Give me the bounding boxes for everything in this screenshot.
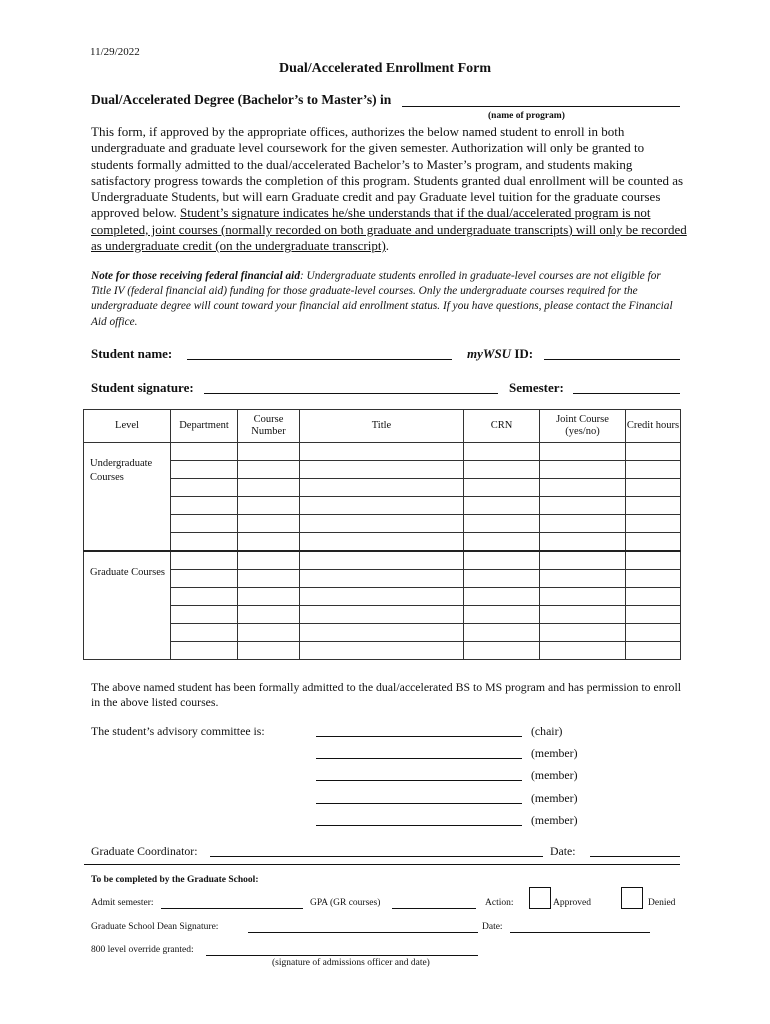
course-number-cell[interactable] [238, 551, 300, 570]
coordinator-date-label: Date: [550, 844, 576, 858]
form-title: Dual/Accelerated Enrollment Form [278, 61, 492, 76]
credit-hours-cell[interactable] [626, 461, 681, 479]
committee-chair-field[interactable] [316, 736, 522, 737]
department-cell[interactable] [171, 606, 238, 624]
joint-course-cell[interactable] [540, 588, 626, 606]
table-row [84, 479, 681, 497]
crn-cell[interactable] [464, 533, 540, 552]
credit-hours-cell[interactable] [626, 642, 681, 660]
crn-cell[interactable] [464, 443, 540, 461]
joint-course-cell[interactable] [540, 479, 626, 497]
student-signature-field[interactable] [204, 393, 498, 394]
course-number-cell[interactable] [238, 642, 300, 660]
coordinator-signature-field[interactable] [210, 856, 543, 857]
student-id-label [467, 346, 533, 362]
program-name-note: (name of program) [488, 111, 565, 121]
crn-cell[interactable] [464, 461, 540, 479]
table-row [84, 570, 681, 588]
table-row [84, 533, 681, 552]
title-cell[interactable] [300, 479, 464, 497]
crn-cell[interactable] [464, 588, 540, 606]
title-cell[interactable] [300, 624, 464, 642]
joint-course-cell[interactable] [540, 570, 626, 588]
title-cell[interactable] [300, 443, 464, 461]
table-row [84, 642, 681, 660]
student-signature-label: Student signature: [91, 380, 194, 395]
joint-course-cell[interactable] [540, 461, 626, 479]
undergraduate-courses-label: Undergraduate Courses [84, 443, 171, 552]
joint-course-cell[interactable] [540, 515, 626, 533]
table-row [84, 515, 681, 533]
id-label-rest: ID: [511, 346, 534, 361]
department-cell[interactable] [171, 533, 238, 552]
role-chair: (chair) [531, 724, 563, 738]
admission-statement: The above named student has been formally admitted to the dual/accelerated BS to MS program and has permission to enroll in the above listed courses. [91, 680, 682, 709]
crn-cell[interactable] [464, 497, 540, 515]
department-cell[interactable] [171, 497, 238, 515]
dean-signature-field[interactable] [248, 932, 478, 933]
credit-hours-cell[interactable] [626, 533, 681, 552]
department-cell[interactable] [171, 570, 238, 588]
title-cell[interactable] [300, 497, 464, 515]
table-row [84, 588, 681, 606]
committee-member-1-field[interactable] [316, 758, 522, 759]
crn-cell[interactable] [464, 624, 540, 642]
credit-hours-cell[interactable] [626, 515, 681, 533]
title-cell[interactable] [300, 533, 464, 552]
course-number-cell[interactable] [238, 624, 300, 642]
admit-semester-field[interactable] [161, 908, 303, 909]
department-cell[interactable] [171, 479, 238, 497]
gpa-label: GPA (GR courses) [310, 898, 381, 908]
course-number-cell[interactable] [238, 533, 300, 552]
department-cell[interactable] [171, 624, 238, 642]
course-number-cell[interactable] [238, 515, 300, 533]
joint-course-cell[interactable] [540, 606, 626, 624]
col-header-department: Department [171, 410, 238, 443]
crn-cell[interactable] [464, 642, 540, 660]
col-header-credit-hours: Credit hours [626, 410, 681, 443]
intro-text: This form, if approved by the appropriate offices, authorizes the below named student to enroll in both undergraduate and graduate level coursework for the given semester. Authorization will only be granted to students formally admitted to the dual/accelerated Bachelor’s to Master’s program, and students making satisfactory progress towards the completion of this program. Students granted dual enrollment will be counted as Undergraduate Students, but will earn Graduate credit and pay Graduate level tuition for the graduate courses approved below. [91, 124, 684, 221]
degree-label: Dual/Accelerated Degree (Bachelor’s to Master’s) in [91, 92, 392, 107]
student-name-field[interactable] [187, 359, 452, 360]
credit-hours-cell[interactable] [626, 570, 681, 588]
committee-member-2-field[interactable] [316, 780, 522, 781]
role-member-1: (member) [531, 746, 578, 760]
department-cell[interactable] [171, 642, 238, 660]
form-date: 11/29/2022 [90, 46, 140, 58]
department-cell[interactable] [171, 588, 238, 606]
course-number-cell[interactable] [238, 570, 300, 588]
crn-cell[interactable] [464, 551, 540, 570]
denied-checkbox[interactable] [621, 887, 643, 909]
credit-hours-cell[interactable] [626, 551, 681, 570]
role-member-2: (member) [531, 768, 578, 782]
credit-hours-cell[interactable] [626, 443, 681, 461]
title-cell[interactable] [300, 642, 464, 660]
credit-hours-cell[interactable] [626, 624, 681, 642]
override-label: 800 level override granted: [91, 945, 194, 955]
credit-hours-cell[interactable] [626, 497, 681, 515]
financial-aid-note [91, 269, 681, 330]
department-cell[interactable] [171, 443, 238, 461]
committee-label: The student’s advisory committee is: [91, 724, 265, 738]
intro-underlined-text: Student’s signature indicates he/she understands that if the dual/accelerated program is not completed, joint courses (normally recorded on both graduate and undergraduate transcripts) will only be recorded as undergraduate credit (on the undergraduate transcript) [91, 205, 687, 254]
joint-course-cell[interactable] [540, 533, 626, 552]
action-label: Action: [485, 898, 514, 908]
courses-table [83, 409, 681, 660]
semester-label: Semester: [509, 380, 564, 395]
admit-semester-label: Admit semester: [91, 898, 154, 908]
col-header-course-number: Course Number [238, 410, 300, 443]
note-text: : Undergraduate students enrolled in graduate-level courses are not eligible for Title IV (federal financial aid) funding for those graduate-level courses. Only the undergraduate courses required for the undergraduate degree will count toward your financial aid enrollment status. If you have questions, please contact the Financial Aid office. [91, 270, 673, 328]
denied-label: Denied [648, 898, 676, 908]
title-cell[interactable] [300, 551, 464, 570]
approved-label: Approved [553, 898, 591, 908]
joint-course-cell[interactable] [540, 551, 626, 570]
joint-course-cell[interactable] [540, 443, 626, 461]
department-cell[interactable] [171, 515, 238, 533]
table-row [84, 624, 681, 642]
graduate-courses-label: Graduate Courses [84, 551, 171, 660]
col-header-title: Title [300, 410, 464, 443]
override-signature-note: (signature of admissions officer and date) [272, 958, 430, 968]
gpa-field[interactable] [392, 908, 476, 909]
committee-member-3-field[interactable] [316, 803, 522, 804]
joint-course-cell[interactable] [540, 497, 626, 515]
committee-member-4-field[interactable] [316, 825, 522, 826]
table-row [84, 551, 681, 570]
course-number-cell[interactable] [238, 461, 300, 479]
crn-cell[interactable] [464, 606, 540, 624]
crn-cell[interactable] [464, 479, 540, 497]
id-label-italic: myWSU [467, 346, 512, 361]
table-header-row [84, 410, 681, 443]
semester-field[interactable] [573, 393, 680, 394]
section-divider [84, 864, 680, 865]
student-name-label: Student name: [91, 346, 173, 361]
note-lead: Note for those receiving federal financial aid [91, 270, 300, 282]
student-id-field[interactable] [544, 359, 680, 360]
credit-hours-cell[interactable] [626, 606, 681, 624]
credit-hours-cell[interactable] [626, 479, 681, 497]
table-row [84, 443, 681, 461]
dean-date-label: Date: [482, 922, 503, 932]
dean-date-field[interactable] [510, 932, 650, 933]
role-member-3: (member) [531, 791, 578, 805]
title-cell[interactable] [300, 570, 464, 588]
course-number-cell[interactable] [238, 497, 300, 515]
approved-checkbox[interactable] [529, 887, 551, 909]
title-cell[interactable] [300, 461, 464, 479]
course-number-cell[interactable] [238, 479, 300, 497]
col-header-level: Level [84, 410, 171, 443]
override-signature-field[interactable] [206, 955, 478, 956]
coordinator-date-field[interactable] [590, 856, 680, 857]
intro-paragraph [91, 124, 687, 254]
table-row [84, 461, 681, 479]
dean-signature-label: Graduate School Dean Signature: [91, 922, 219, 932]
joint-course-cell[interactable] [540, 642, 626, 660]
title-cell[interactable] [300, 588, 464, 606]
course-number-cell[interactable] [238, 443, 300, 461]
table-row [84, 606, 681, 624]
program-name-field[interactable] [402, 106, 680, 107]
title-cell[interactable] [300, 515, 464, 533]
joint-course-cell[interactable] [540, 624, 626, 642]
table-row [84, 497, 681, 515]
course-number-cell[interactable] [238, 606, 300, 624]
crn-cell[interactable] [464, 570, 540, 588]
col-header-crn: CRN [464, 410, 540, 443]
department-cell[interactable] [171, 461, 238, 479]
grad-school-heading: To be completed by the Graduate School: [91, 875, 259, 885]
title-cell[interactable] [300, 606, 464, 624]
intro-period: . [385, 238, 390, 254]
col-header-joint-course: Joint Course (yes/no) [540, 410, 626, 443]
coordinator-label: Graduate Coordinator: [91, 844, 198, 858]
crn-cell[interactable] [464, 515, 540, 533]
role-member-4: (member) [531, 813, 578, 827]
credit-hours-cell[interactable] [626, 588, 681, 606]
course-number-cell[interactable] [238, 588, 300, 606]
department-cell[interactable] [171, 551, 238, 570]
